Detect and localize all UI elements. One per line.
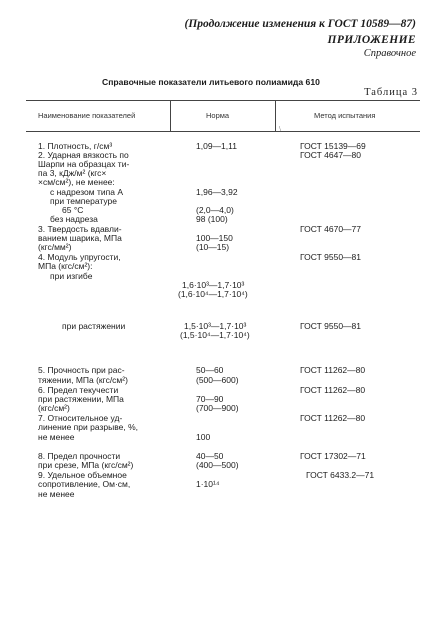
table-number: Таблица 3 xyxy=(364,87,418,98)
row-method: ГОСТ 15139—69 xyxy=(300,141,366,151)
row-norm: 1,6·10³—1,7·10³ xyxy=(182,280,245,290)
row-indicator: МПа (кгс/см²): xyxy=(38,261,93,271)
row-method: ГОСТ 11262—80 xyxy=(300,413,366,423)
row-indicator: па 3, кДж/м² (кгс× xyxy=(38,168,107,178)
row-indicator: 7. Относительное уд- xyxy=(38,413,123,423)
table-title: Справочные показатели литьевого полиамида 610 xyxy=(102,77,320,87)
row-norm: (400—500) xyxy=(196,460,239,470)
row-method: ГОСТ 4670—77 xyxy=(300,224,362,234)
row-indicator: с надрезом типа А xyxy=(50,187,123,197)
row-indicator: (кгс/см²) xyxy=(38,403,70,413)
column-divider-1 xyxy=(170,101,171,131)
row-indicator: при температуре xyxy=(50,196,118,206)
row-indicator: 9. Удельное объемное xyxy=(38,470,127,480)
row-norm: (2,0—4,0) xyxy=(196,205,234,215)
column-header-norm: Норма xyxy=(206,111,230,120)
row-indicator: 2. Ударная вязкость по xyxy=(38,150,129,160)
row-indicator: 5. Прочность при рас- xyxy=(38,365,125,375)
row-norm: 100—150 xyxy=(196,233,233,243)
row-indicator: (кгс/мм²) xyxy=(38,242,72,252)
row-indicator: сопротивление, Ом·см, xyxy=(38,479,131,489)
row-indicator: ×см/см²), не менее: xyxy=(38,177,115,187)
row-method: ГОСТ 11262—80 xyxy=(300,365,366,375)
row-indicator: не менее xyxy=(38,489,75,499)
row-method: ГОСТ 4647—80 xyxy=(300,150,362,160)
row-norm: 1,96—3,92 xyxy=(196,187,238,197)
row-norm: 40—50 xyxy=(196,451,224,461)
continuation-header: (Продолжение изменения к ГОСТ 10589—87) xyxy=(184,18,416,30)
row-norm: 1,09—1,11 xyxy=(196,141,237,151)
row-indicator: 1. Плотность, г/см³ xyxy=(38,141,113,151)
row-norm: (700—900) xyxy=(196,403,239,413)
stray-mark: \ xyxy=(279,125,281,133)
row-indicator: 4. Модуль упругости, xyxy=(38,252,121,262)
row-indicator: не менее xyxy=(38,432,75,442)
row-norm: 1,5·10³—1,7·10³ xyxy=(184,321,247,331)
header-bottom-rule xyxy=(26,131,420,132)
row-method: ГОСТ 6433.2—71 xyxy=(306,470,375,480)
row-norm: (1,5·10⁴—1,7·10⁴) xyxy=(180,330,250,340)
row-norm: 98 (100) xyxy=(196,214,228,224)
row-indicator: при срезе, МПа (кгс/см²) xyxy=(38,460,134,470)
column-header-method: Метод испытания xyxy=(314,111,376,120)
row-norm: (500—600) xyxy=(196,375,239,385)
row-norm: 70—90 xyxy=(196,394,224,404)
column-divider-2 xyxy=(275,101,276,131)
row-method: ГОСТ 9550—81 xyxy=(300,252,362,262)
row-method: ГОСТ 11262—80 xyxy=(300,385,366,395)
row-norm: 1·10¹⁴ xyxy=(196,479,220,489)
column-header-indicator: Наименование показателей xyxy=(38,111,136,120)
reference-label: Справочное xyxy=(363,48,416,59)
row-indicator: Шарпи на образцах ти- xyxy=(38,159,130,169)
row-indicator: ванием шарика, МПа xyxy=(38,233,122,243)
row-method: ГОСТ 9550—81 xyxy=(300,321,362,331)
row-indicator: 8. Предел прочности xyxy=(38,451,121,461)
row-indicator: при растяжении xyxy=(62,321,126,331)
row-indicator: 3. Твердость вдавли- xyxy=(38,224,122,234)
row-norm: (10—15) xyxy=(196,242,230,252)
row-indicator: при изгибе xyxy=(50,271,93,281)
appendix-heading: ПРИЛОЖЕНИЕ xyxy=(327,34,416,46)
row-indicator: тяжении, МПа (кгс/см²) xyxy=(38,375,128,385)
row-indicator: 6. Предел текучести xyxy=(38,385,119,395)
row-indicator: линение при разрыве, %, xyxy=(38,422,138,432)
row-indicator: без надреза xyxy=(50,214,98,224)
row-norm: 100 xyxy=(196,432,211,442)
row-method: ГОСТ 17302—71 xyxy=(300,451,366,461)
row-norm: 50—60 xyxy=(196,365,224,375)
row-indicator: 65 °С xyxy=(62,205,84,215)
row-norm: (1,6·10⁴—1,7·10⁴) xyxy=(178,289,248,299)
row-indicator: при растяжении, МПа xyxy=(38,394,124,404)
table-top-rule xyxy=(26,100,420,101)
